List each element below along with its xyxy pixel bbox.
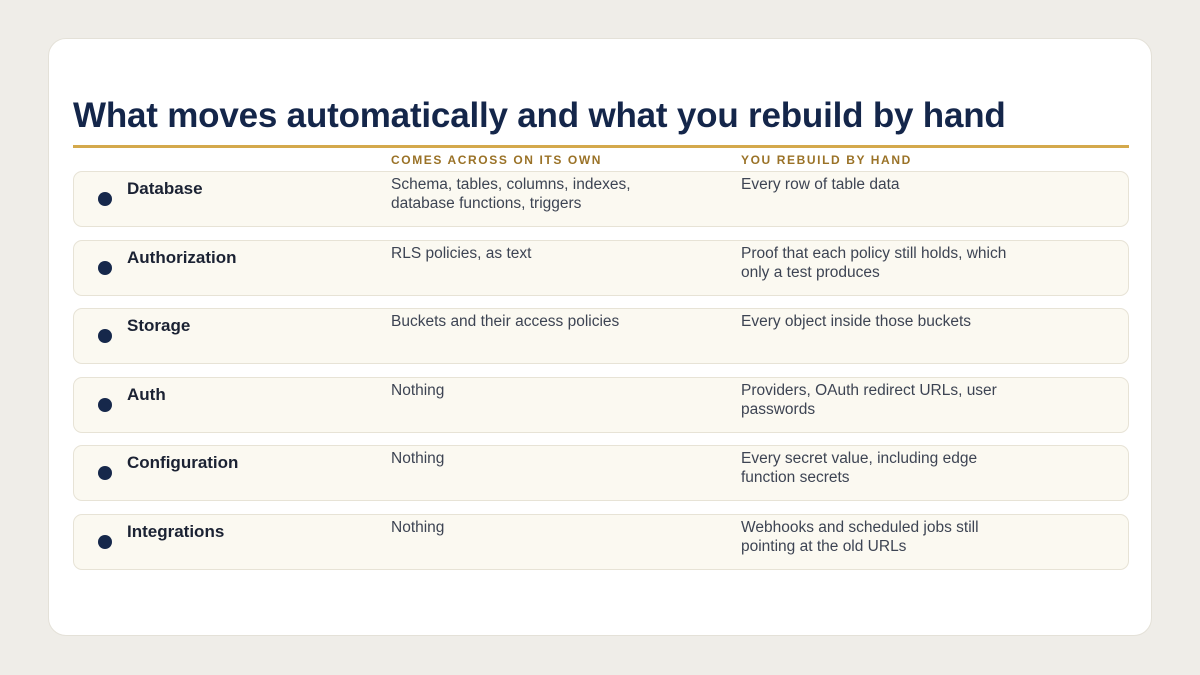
row-auth [73, 377, 1129, 433]
row-database [73, 171, 1129, 227]
row-storage [73, 308, 1129, 364]
page-title: What moves automatically and what you rebuild by hand [73, 96, 1006, 135]
row-hand-cell: Webhooks and scheduled jobs still pointing at the old URLs [741, 518, 979, 555]
comparison-rows [73, 171, 1129, 582]
row-configuration [73, 445, 1129, 501]
row-hand-cell: Every row of table data [741, 176, 900, 193]
column-header-auto: COMES ACROSS ON ITS OWN [391, 153, 603, 167]
row-auto-cell: Buckets and their access policies [391, 313, 620, 330]
row-auto-cell: RLS policies, as text [391, 244, 532, 262]
row-label: Configuration [127, 453, 239, 472]
row-hand-cell: Every object inside those buckets [741, 313, 972, 330]
column-header-hand: YOU REBUILD BY HAND [741, 153, 912, 167]
bullet-dot-icon [98, 329, 112, 343]
row-auto-cell: Schema, tables, columns, indexes, database functions, triggers [391, 176, 631, 212]
row-integrations [73, 514, 1129, 570]
bullet-dot-icon [98, 398, 112, 412]
row-label: Auth [127, 384, 166, 404]
comparison-card [48, 38, 1152, 636]
bullet-dot-icon [98, 261, 112, 275]
row-auto-cell: Nothing [391, 450, 445, 467]
title-divider [73, 145, 1129, 148]
row-label: Authorization [127, 247, 237, 267]
row-label: Database [127, 179, 203, 198]
row-auto-cell: Nothing [391, 518, 445, 536]
row-label: Storage [127, 316, 191, 335]
bullet-dot-icon [98, 192, 112, 206]
row-hand-cell: Proof that each policy still holds, which only a test produces [741, 244, 1007, 281]
bullet-dot-icon [98, 535, 112, 549]
row-label: Integrations [127, 521, 225, 541]
row-authorization [73, 240, 1129, 296]
row-hand-cell: Providers, OAuth redirect URLs, user passwords [741, 381, 997, 418]
row-hand-cell: Every secret value, including edge function secrets [741, 450, 978, 486]
row-auto-cell: Nothing [391, 381, 445, 399]
bullet-dot-icon [98, 466, 112, 480]
